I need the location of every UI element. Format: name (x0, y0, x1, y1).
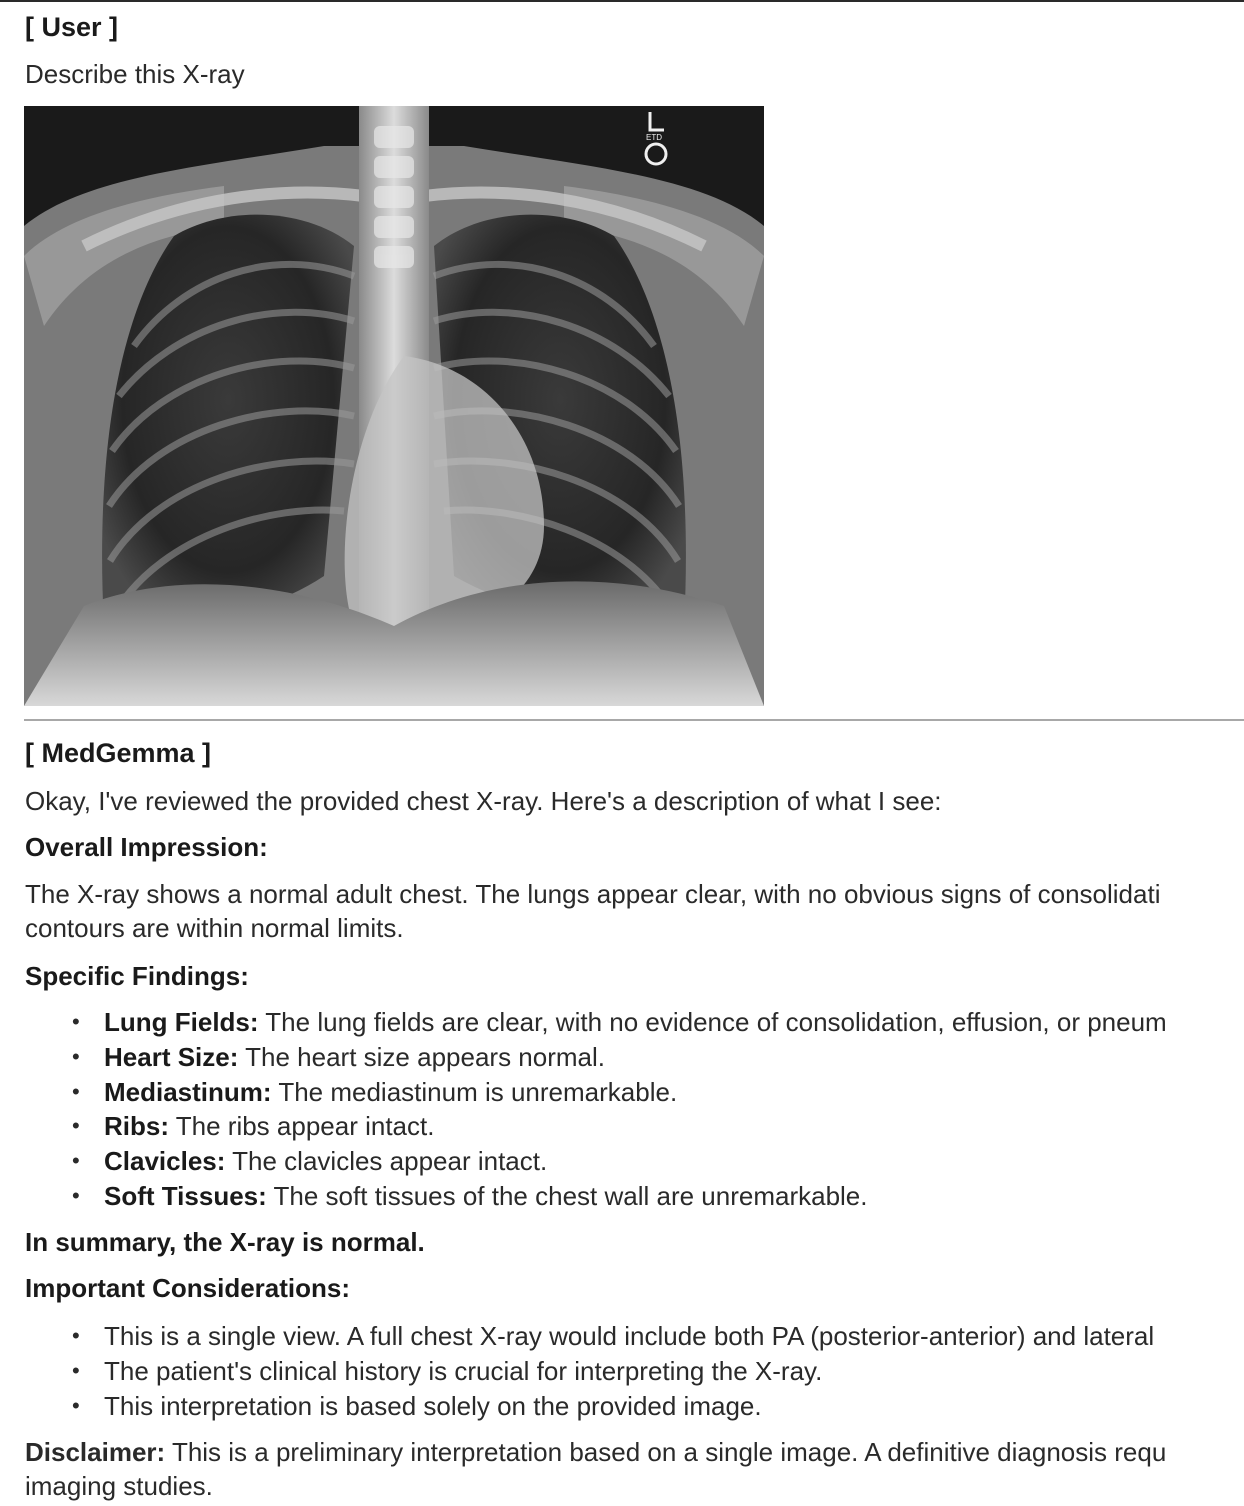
finding-label: Ribs: (104, 1111, 169, 1142)
turn-divider (24, 719, 1244, 721)
top-border (0, 0, 1244, 2)
consideration-text: This interpretation is based solely on the provided image. (104, 1390, 762, 1421)
consideration-text: This is a single view. A full chest X-ray would include both PA (posterior-anterior) and lateral (104, 1321, 1155, 1351)
consideration-text: The patient's clinical history is crucial for interpreting the X-ray. (104, 1355, 823, 1386)
finding-text: The mediastinum is unremarkable. (271, 1076, 678, 1107)
list-item (0, 1389, 1244, 1424)
user-message: Describe this X-ray (25, 59, 245, 89)
assistant-intro: Okay, I've reviewed the provided chest X-ray. Here's a description of what I see: (25, 786, 942, 816)
overall-impression-heading: Overall Impression: (25, 832, 268, 862)
specific-findings-list (0, 1005, 1244, 1214)
finding-text: The clavicles appear intact. (225, 1146, 548, 1177)
finding-label: Mediastinum: (104, 1076, 272, 1107)
important-considerations-list (0, 1319, 1244, 1423)
summary-text: In summary, the X-ray is normal. (25, 1227, 425, 1257)
chest-xray-image (24, 106, 764, 706)
overall-impression-text: The X-ray shows a normal adult chest. The lungs appear clear, with no obvious signs of consolidati contours are within normal limits. (25, 879, 1161, 943)
list-item (0, 1319, 1244, 1354)
finding-text: The ribs appear intact. (169, 1111, 435, 1142)
finding-text: The soft tissues of the chest wall are unremarkable. (266, 1180, 868, 1211)
disclaimer (25, 1435, 1244, 1503)
finding-text: The heart size appears normal. (238, 1041, 605, 1072)
user-role-label: [ User ] (25, 12, 119, 42)
assistant-role-label: [ MedGemma ] (25, 738, 212, 768)
finding-text: The lung fields are clear, with no evidence of consolidation, effusion, or pneum (258, 1007, 1167, 1037)
list-item (0, 1144, 1244, 1179)
svg-text:ETD: ETD (646, 133, 662, 142)
specific-findings-heading: Specific Findings: (25, 961, 249, 991)
finding-label: Clavicles: (104, 1146, 226, 1177)
finding-label: Soft Tissues: (104, 1180, 267, 1211)
finding-label: Lung Fields: (104, 1007, 259, 1037)
list-item (0, 1005, 1244, 1040)
important-considerations-heading: Important Considerations: (25, 1273, 351, 1303)
list-item (0, 1354, 1244, 1389)
list-item (0, 1040, 1244, 1075)
list-item (0, 1075, 1244, 1110)
list-item (0, 1109, 1244, 1144)
disclaimer-text: This is a preliminary interpretation based on a single image. A definitive diagnosis requ imaging studies. (25, 1437, 1167, 1501)
finding-label: Heart Size: (104, 1041, 239, 1072)
list-item (0, 1179, 1244, 1214)
disclaimer-label: Disclaimer: (25, 1437, 166, 1467)
